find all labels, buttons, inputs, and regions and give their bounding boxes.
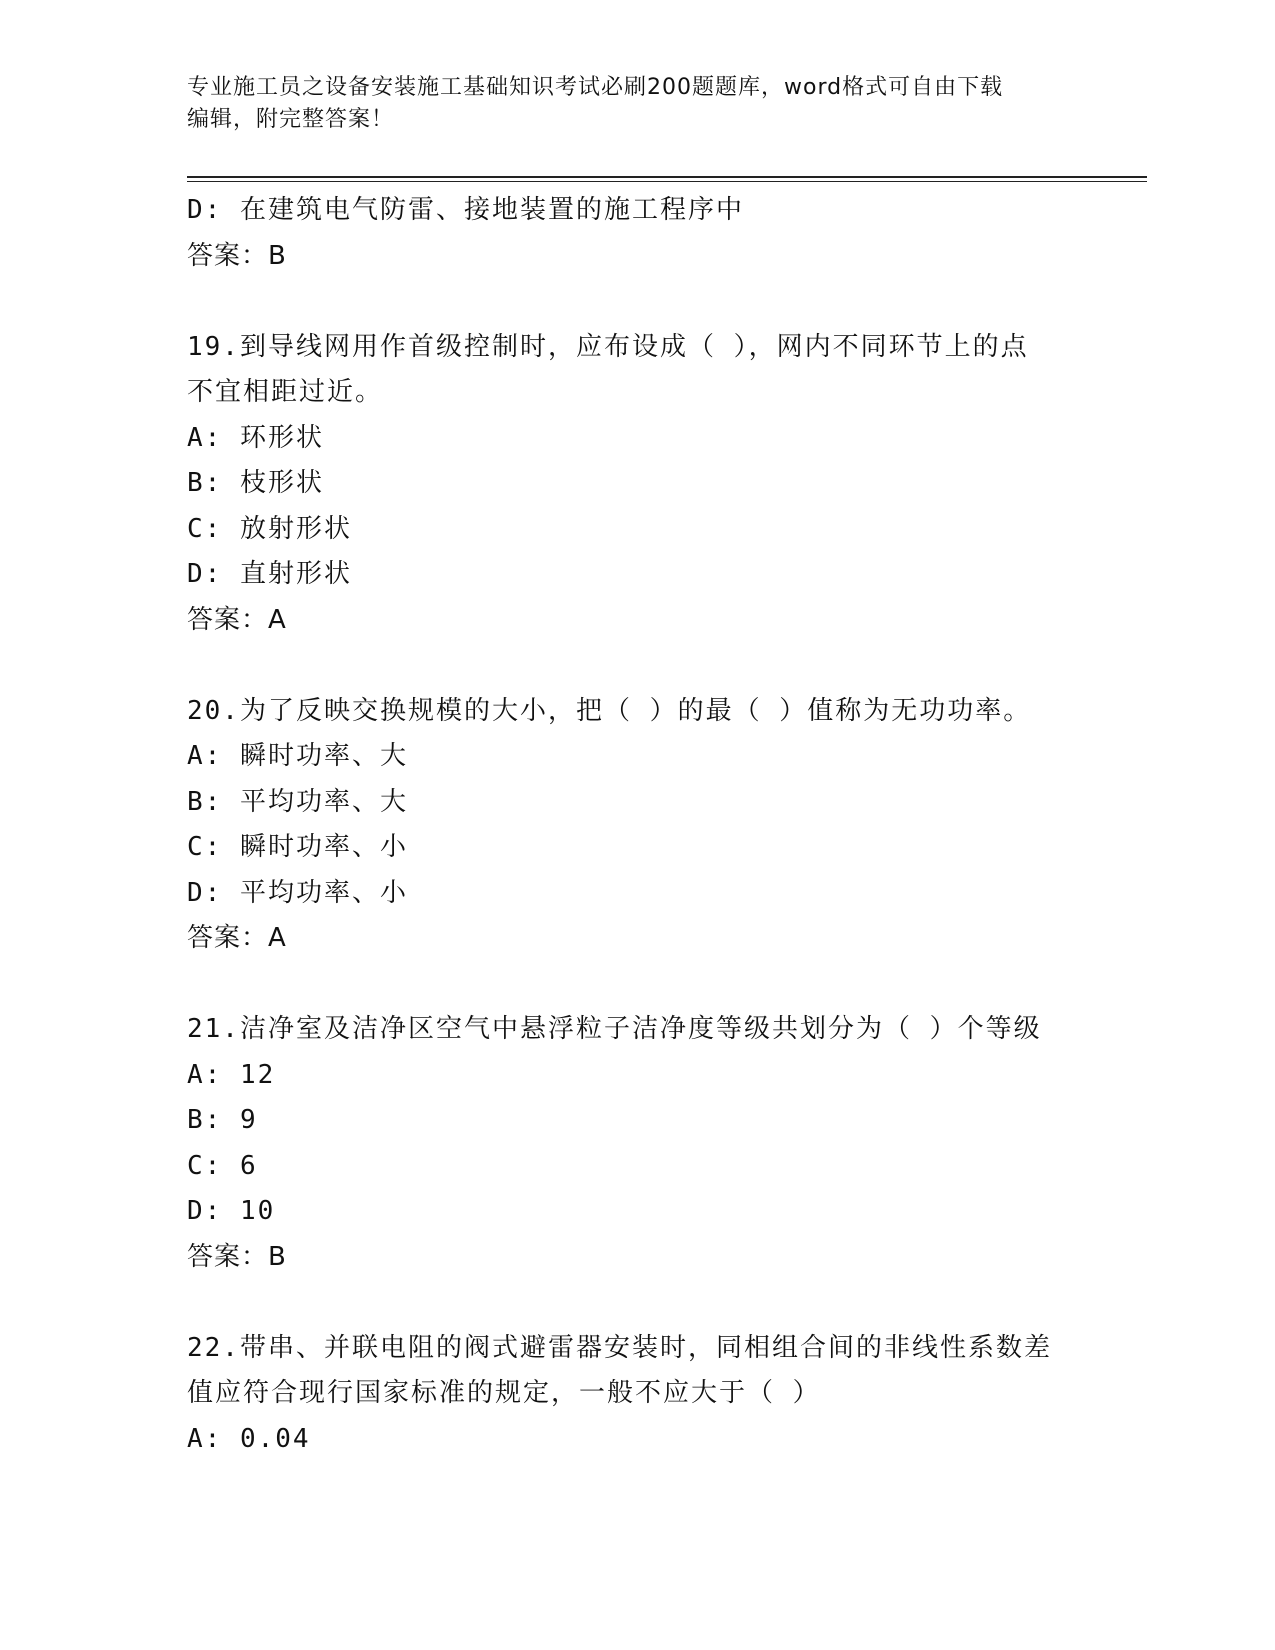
option-a: A: 瞬时功率、大 xyxy=(187,741,408,771)
header-divider-thick xyxy=(187,176,1147,178)
question-stem: 22.带串、并联电阻的阀式避雷器安装时，同相组合间的非线性系数差 xyxy=(187,1332,1052,1363)
option-d: D: 直射形状 xyxy=(187,559,352,589)
question-stem: 19.到导线网用作首级控制时，应布设成（ ），网内不同环节上的点 xyxy=(187,331,1029,362)
option-c: C: 放射形状 xyxy=(187,513,352,544)
answer-line: 答案：B xyxy=(187,1241,287,1272)
question-stem-continued: 不宜相距过近。 xyxy=(187,377,384,407)
question-19 xyxy=(187,325,1087,644)
question-21 xyxy=(187,1007,1087,1280)
question-stem: 20.为了反映交换规模的大小，把（ ）的最（ ）值称为无功功率。 xyxy=(187,695,1032,726)
option-a: A: 环形状 xyxy=(187,422,324,453)
option-d: D: 在建筑电气防雷、接地装置的施工程序中 xyxy=(187,195,744,225)
question-list xyxy=(187,188,1087,1462)
option-d: D: 平均功率、小 xyxy=(187,877,408,908)
answer-line: 答案：B xyxy=(187,240,287,271)
option-c: C: 6 xyxy=(187,1150,258,1181)
question-20 xyxy=(187,689,1087,962)
question-22 xyxy=(187,1326,1087,1463)
option-d: D: 10 xyxy=(187,1196,276,1226)
option-a: A: 0.04 xyxy=(187,1423,311,1454)
document-header xyxy=(187,72,1087,136)
option-a: A: 12 xyxy=(187,1059,276,1090)
question-stem-continued: 值应符合现行国家标准的规定，一般不应大于（ ） xyxy=(187,1378,821,1408)
header-line-2: 编辑，附完整答案！ xyxy=(187,107,395,132)
header-divider-thin xyxy=(187,181,1147,182)
option-b: B: 9 xyxy=(187,1105,258,1135)
option-c: C: 瞬时功率、小 xyxy=(187,832,408,862)
header-line-1: 专业施工员之设备安装施工基础知识考试必刷200题题库，word格式可自由下载 xyxy=(187,75,1004,100)
question-stem: 21.洁净室及洁净区空气中悬浮粒子洁净度等级共划分为（ ）个等级 xyxy=(187,1014,1042,1044)
option-b: B: 枝形状 xyxy=(187,468,324,498)
answer-line: 答案：A xyxy=(187,923,287,953)
option-b: B: 平均功率、大 xyxy=(187,786,408,817)
answer-line: 答案：A xyxy=(187,604,287,635)
